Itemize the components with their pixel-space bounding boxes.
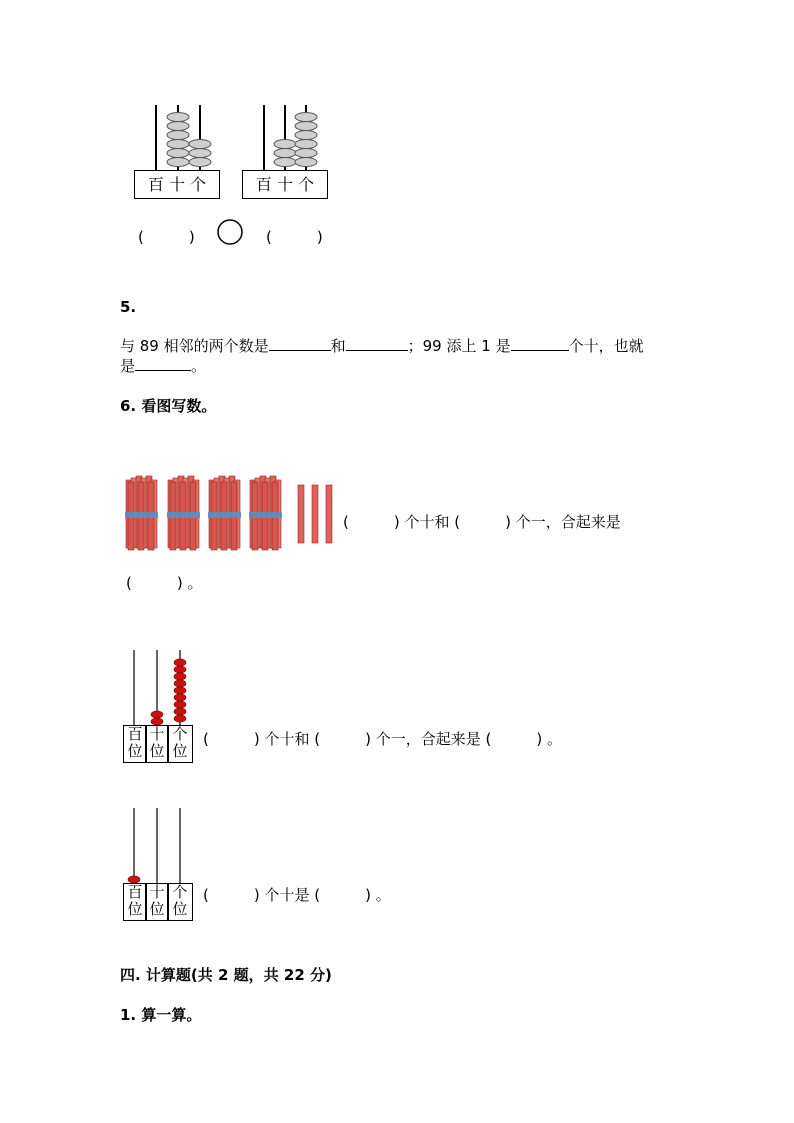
place-shi-1: 十 位 xyxy=(145,725,169,763)
q5-text-d: 个十，也就 xyxy=(568,337,644,355)
abacus-left-label: 百 十 个 xyxy=(134,170,220,199)
q5-line2 xyxy=(120,356,206,376)
q5-text-f: 。 xyxy=(191,357,207,375)
sticks-question-cont: ( ) 。 xyxy=(126,574,203,592)
q5-blank-2[interactable] xyxy=(346,336,408,351)
sticks-question: ( ) 个十和 ( ) 个一，合起来是 xyxy=(343,513,621,531)
section4-title: 四. 计算题(共 2 题，共 22 分) xyxy=(120,966,332,984)
place-abacus-2 xyxy=(123,808,195,884)
place-bai-2: 百 位 xyxy=(123,883,147,921)
compare-circle-icon[interactable] xyxy=(216,219,244,247)
stick-bundles xyxy=(120,474,340,552)
compare-right-blank[interactable]: ( ) xyxy=(266,228,323,246)
abacus1-question: ( ) 个十和 ( ) 个一，合起来是 ( ) 。 xyxy=(203,730,562,748)
q5-blank-4[interactable] xyxy=(135,356,191,371)
place-ge-2: 个 位 xyxy=(167,883,193,921)
q5-number: 5. xyxy=(120,298,137,316)
place-ge-1: 个 位 xyxy=(167,725,193,763)
q6-title: 6. 看图写数。 xyxy=(120,397,217,415)
place-shi-2: 十 位 xyxy=(145,883,169,921)
abacus2-question: ( ) 个十是 ( ) 。 xyxy=(203,886,391,904)
section4-q1: 1. 算一算。 xyxy=(120,1006,202,1024)
q5-blank-3[interactable] xyxy=(511,336,569,351)
place-abacus-1 xyxy=(123,650,195,726)
q5-text-c: ；99 添上 1 是 xyxy=(407,337,511,355)
place-bai-1: 百 位 xyxy=(123,725,147,763)
q5-blank-1[interactable] xyxy=(269,336,331,351)
q5-text-e: 是 xyxy=(120,357,136,375)
abacus-right-label: 百 十 个 xyxy=(242,170,328,199)
q5-text-a: 与 89 相邻的两个数是 xyxy=(120,337,269,355)
q5-text-b: 和 xyxy=(330,337,346,355)
compare-left-blank[interactable]: ( ) xyxy=(138,228,195,246)
abacus-right xyxy=(240,100,330,170)
abacus-left xyxy=(130,100,220,170)
q5-line1 xyxy=(120,336,644,356)
